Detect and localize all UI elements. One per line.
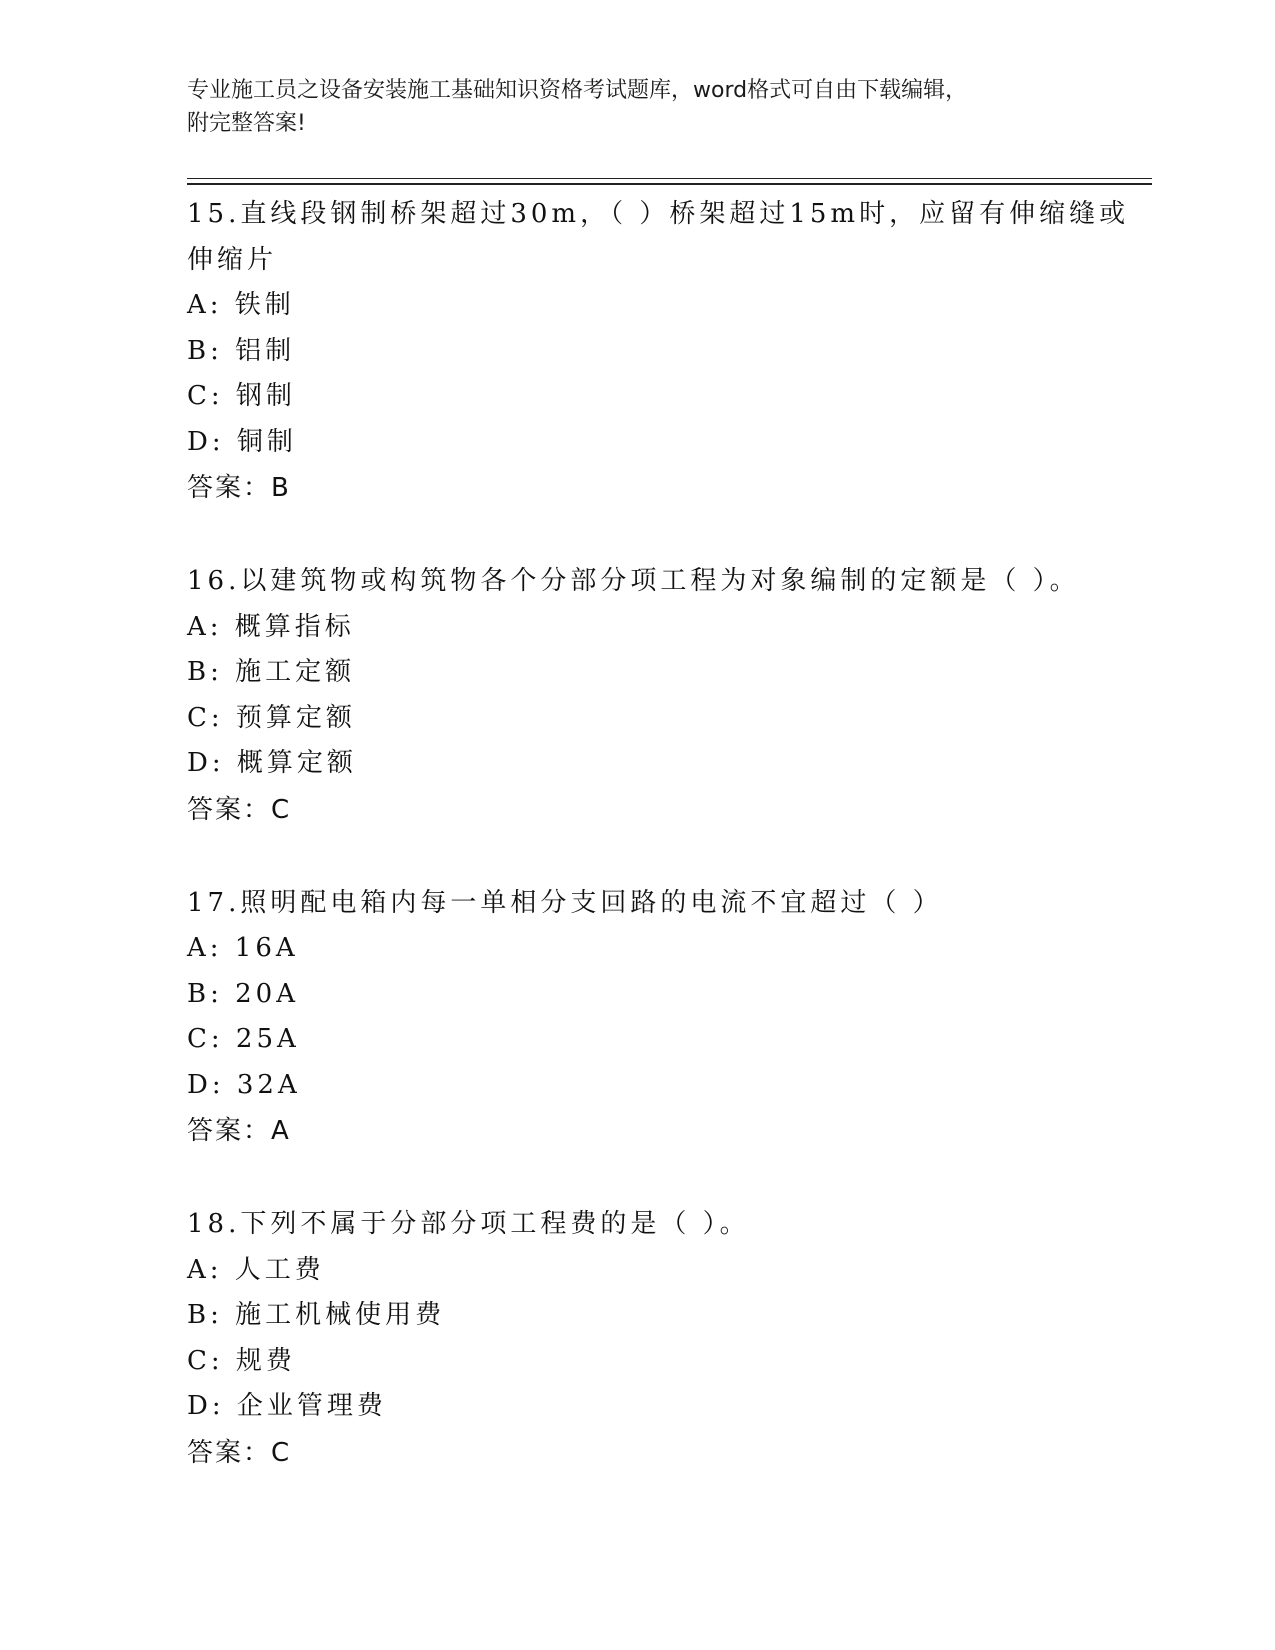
answer: 答案：C (187, 794, 292, 825)
question-stem: 18.下列不属于分部分项工程费的是（ ）。 (187, 1209, 750, 1239)
question-16 (187, 559, 1147, 833)
option-a: A: 铁制 (187, 290, 295, 320)
option-b: B: 施工定额 (187, 657, 356, 687)
answer: 答案：B (187, 473, 291, 503)
question-17 (187, 881, 1147, 1155)
option-b: B: 20A (187, 978, 299, 1009)
option-b: B: 铝制 (187, 335, 296, 366)
option-d: D: 概算定额 (187, 748, 357, 778)
question-stem: 16.以建筑物或构筑物各个分部分项工程为对象编制的定额是（ ）。 (187, 566, 1080, 596)
option-c: C: 规费 (187, 1345, 296, 1376)
option-a: A: 16A (187, 933, 299, 963)
answer: 答案：C (187, 1437, 292, 1468)
option-c: C: 预算定额 (187, 702, 356, 733)
question-15 (187, 192, 1147, 511)
header-line-1: 专业施工员之设备安装施工基础知识资格考试题库，word格式可自由下载编辑， (187, 78, 968, 103)
option-b: B: 施工机械使用费 (187, 1300, 446, 1330)
option-c: C: 钢制 (187, 381, 296, 411)
question-stem: 15.直线段钢制桥架超过30m，（ ）桥架超过15m时，应留有伸缩缝或 (187, 199, 1130, 229)
question-list (187, 192, 1147, 1524)
header-line-2: 附完整答案! (187, 111, 306, 136)
option-c: C: 25A (187, 1024, 300, 1054)
question-stem: 17.照明配电箱内每一单相分支回路的电流不宜超过（ ） (187, 887, 943, 918)
question-18 (187, 1202, 1147, 1476)
question-stem-continued: 伸缩片 (187, 244, 278, 275)
option-d: D: 企业管理费 (187, 1391, 387, 1421)
option-a: A: 概算指标 (187, 611, 355, 642)
header-divider-thin (187, 178, 1152, 179)
answer: 答案：A (187, 1116, 291, 1146)
option-d: D: 32A (187, 1069, 301, 1100)
document-header (187, 74, 1147, 140)
option-a: A: 人工费 (187, 1254, 325, 1285)
option-d: D: 铜制 (187, 426, 297, 457)
header-divider-thick (187, 183, 1152, 185)
